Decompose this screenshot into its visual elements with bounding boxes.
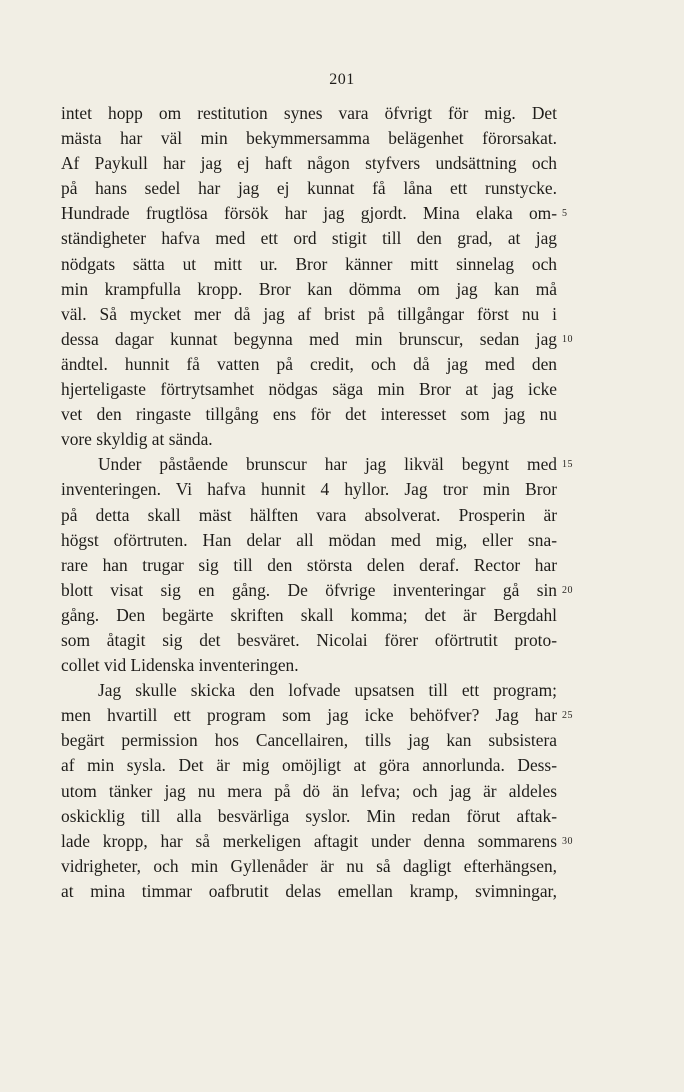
text-line: at mina timmar oafbrutit delas emellan kramp, svimningar, — [61, 880, 557, 901]
line-number: 20 — [562, 584, 573, 596]
text-line: på detta skall mäst hälften vara absolverat. Prosperin är — [61, 504, 557, 525]
text-line: collet vid Lidenska inventeringen. — [61, 655, 299, 676]
text-line: utom tänker jag nu mera på dö än lefva; och jag är aldeles — [61, 780, 557, 801]
text-line: Hundrade frugtlösa försök har jag gjordt. Mina elaka om- — [61, 203, 557, 224]
text-line: vet den ringaste tillgång ens för det interesset som jag nu — [61, 404, 557, 425]
text-line: intet hopp om restitution synes vara öfvrigt för mig. Det — [61, 103, 557, 123]
text-line: dessa dagar kunnat begynna med min brunscur, sedan jag — [61, 328, 557, 349]
text-line: oskicklig till alla besvärliga syslor. Min redan förut aftak- — [61, 805, 557, 826]
line-number: 15 — [562, 459, 573, 471]
line-number: 5 — [562, 208, 568, 220]
text-line: vidrigheter, och min Gyllenåder är nu så dagligt efterhängsen, — [61, 855, 557, 876]
text-line: begärt permission hos Cancellairen, tills jag kan subsistera — [61, 730, 557, 751]
text-line: väl. Så mycket mer då jag af brist på tillgångar först nu i — [61, 303, 557, 324]
text-line: vore skyldig at sända. — [61, 429, 213, 450]
text-line: ändtel. hunnit få vatten på credit, och då jag med den — [61, 353, 557, 374]
text-line: ständigheter hafva med ett ord stigit till den grad, at jag — [61, 228, 557, 249]
text-line: Af Paykull har jag ej haft någon styfvers undsättning och — [61, 153, 557, 174]
text-line: på hans sedel har jag ej kunnat få låna ett runstycke. — [61, 178, 557, 199]
line-number: 30 — [562, 835, 573, 847]
text-line: högst oförtruten. Han delar all mödan med mig, eller sna- — [61, 529, 557, 550]
text-line: rare han trugar sig till den största delen deraf. Rector har — [61, 554, 557, 575]
text-line: inventeringen. Vi hafva hunnit 4 hyllor. Jag tror min Bror — [61, 479, 557, 500]
text-line: mästa har väl min bekymmersamma belägenhet förorsakat. — [61, 128, 557, 149]
text-line: som åtagit sig det besväret. Nicolai förer oförtrutit proto- — [61, 629, 557, 650]
text-line: nödgats sätta ut mitt ur. Bror känner mitt sinnelag och — [61, 253, 557, 274]
text-line: Jag skulle skicka den lofvade upsatsen till ett program; — [98, 680, 557, 701]
text-line: gång. Den begärte skriften skall komma; det är Bergdahl — [61, 604, 557, 625]
text-line: men hvartill ett program som jag icke behöfver? Jag har — [61, 705, 557, 726]
line-number: 25 — [562, 710, 573, 722]
text-line: af min sysla. Det är mig omöjligt at göra annorlunda. Dess- — [61, 755, 557, 776]
text-line: min krampfulla kropp. Bror kan dömma om jag kan må — [61, 278, 557, 299]
page-number: 201 — [329, 71, 355, 88]
body-text — [61, 101, 557, 904]
text-line: blott visat sig en gång. De öfvrige inventeringar gå sin — [61, 579, 557, 600]
text-line: Under påstående brunscur har jag likväl begynt med — [98, 454, 557, 475]
text-line: hjerteligaste förtrytsamhet nödgas säga min Bror at jag icke — [61, 379, 557, 400]
text-line: lade kropp, har så merkeligen aftagit under denna sommarens — [61, 830, 557, 851]
line-number: 10 — [562, 333, 573, 345]
